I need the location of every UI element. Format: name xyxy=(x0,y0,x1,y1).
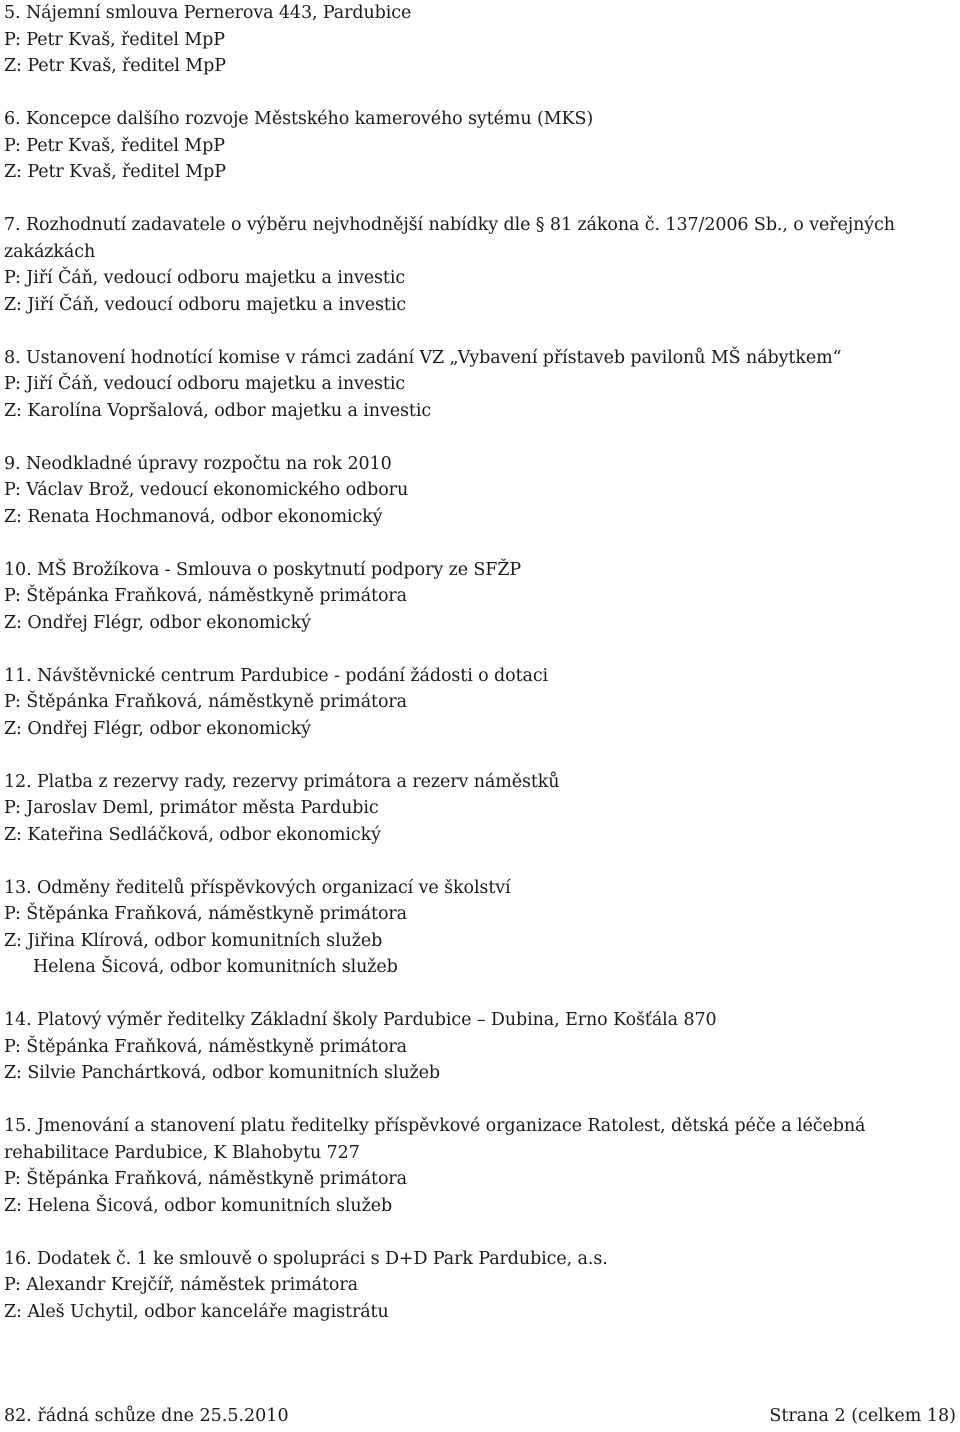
agenda-item xyxy=(4,1113,954,1219)
agenda-item-title: 5. Nájemní smlouva Pernerova 443, Pardubice xyxy=(4,3,412,23)
responsible-person: P: Jiří Čáň, vedoucí odboru majetku a investic xyxy=(4,374,406,394)
agenda-item-title: 8. Ustanovení hodnotící komise v rámci zadání VZ „Vybavení přístaveb pavilonů MŠ nábytkem“ xyxy=(4,347,842,368)
agenda-item-title: 11. Návštěvnické centrum Pardubice - podání žádosti o dotaci xyxy=(4,665,549,686)
processor-person: Z: Ondřej Flégr, odbor ekonomický xyxy=(4,612,311,633)
agenda-item-title-continued: rehabilitace Pardubice, K Blahobytu 727 xyxy=(4,1142,360,1163)
agenda-item xyxy=(4,212,954,318)
processor-person: Z: Karolína Vopršalová, odbor majetku a investic xyxy=(4,400,432,421)
agenda-item-title: 7. Rozhodnutí zadavatele o výběru nejvhodnější nabídky dle § 81 zákona č. 137/2006 Sb., o veřejných xyxy=(4,215,895,235)
page-number: Strana 2 (celkem 18) xyxy=(769,1406,956,1426)
agenda-item xyxy=(4,1246,954,1326)
processor-person: Z: Renata Hochmanová, odbor ekonomický xyxy=(4,506,383,527)
responsible-person: P: Petr Kvaš, ředitel MpP xyxy=(4,29,225,50)
processor-person: Z: Jiřina Klírová, odbor komunitních služeb xyxy=(4,930,383,951)
meeting-label: 82. řádná schůze dne 25.5.2010 xyxy=(4,1406,289,1426)
responsible-person: P: Alexandr Krejčíř, náměstek primátora xyxy=(4,1275,358,1295)
agenda-item-title: 15. Jmenování a stanovení platu ředitelky příspěvkové organizace Ratolest, dětská péče a léčebná xyxy=(4,1116,866,1136)
processor-person: Z: Helena Šicová, odbor komunitních služeb xyxy=(4,1195,393,1216)
agenda-list xyxy=(4,0,954,1352)
agenda-item-title: 13. Odměny ředitelů příspěvkových organizací ve školství xyxy=(4,877,511,898)
responsible-person: P: Petr Kvaš, ředitel MpP xyxy=(4,135,225,156)
agenda-item xyxy=(4,1007,954,1087)
responsible-person: P: Štěpánka Fraňková, náměstkyně primátora xyxy=(4,692,408,712)
agenda-item-title: 12. Platba z rezervy rady, rezervy primátora a rezerv náměstků xyxy=(4,771,560,792)
responsible-person: P: Štěpánka Fraňková, náměstkyně primátora xyxy=(4,1169,408,1189)
agenda-item xyxy=(4,875,954,981)
processor-person: Z: Silvie Panchártková, odbor komunitních služeb xyxy=(4,1063,441,1083)
responsible-person: P: Václav Brož, vedoucí ekonomického odboru xyxy=(4,480,409,500)
processor-person: Z: Ondřej Flégr, odbor ekonomický xyxy=(4,718,311,739)
agenda-item-title: 10. MŠ Brožíkova - Smlouva o poskytnutí podpory ze SFŽP xyxy=(4,559,522,580)
agenda-item-title: 14. Platový výměr ředitelky Základní školy Pardubice – Dubina, Erno Košťála 870 xyxy=(4,1010,717,1030)
processor-person: Z: Kateřina Sedláčková, odbor ekonomický xyxy=(4,824,381,845)
processor-person: Z: Aleš Uchytil, odbor kanceláře magistrátu xyxy=(4,1301,389,1322)
agenda-item xyxy=(4,557,954,637)
responsible-person: P: Jaroslav Deml, primátor města Pardubic xyxy=(4,798,379,818)
responsible-person: P: Štěpánka Fraňková, náměstkyně primátora xyxy=(4,1036,408,1057)
responsible-person: P: Štěpánka Fraňková, náměstkyně primátora xyxy=(4,904,408,924)
agenda-item-title: 9. Neodkladné úpravy rozpočtu na rok 2010 xyxy=(4,453,392,474)
agenda-item xyxy=(4,106,954,186)
processor-person: Z: Petr Kvaš, ředitel MpP xyxy=(4,56,226,76)
agenda-item xyxy=(4,663,954,743)
processor-person-additional: Helena Šicová, odbor komunitních služeb xyxy=(33,957,398,977)
responsible-person: P: Jiří Čáň, vedoucí odboru majetku a investic xyxy=(4,268,406,288)
agenda-item-title: 6. Koncepce dalšího rozvoje Městského kamerového sytému (MKS) xyxy=(4,109,594,129)
agenda-item-title-continued: zakázkách xyxy=(4,241,96,262)
responsible-person: P: Štěpánka Fraňková, náměstkyně primátora xyxy=(4,586,408,606)
agenda-item xyxy=(4,0,954,80)
agenda-item-title: 16. Dodatek č. 1 ke smlouvě o spolupráci s D+D Park Pardubice, a.s. xyxy=(4,1248,608,1269)
agenda-item xyxy=(4,345,954,425)
processor-person: Z: Jiří Čáň, vedoucí odboru majetku a investic xyxy=(4,294,407,315)
processor-person: Z: Petr Kvaš, ředitel MpP xyxy=(4,162,226,182)
agenda-item xyxy=(4,451,954,531)
agenda-item xyxy=(4,769,954,849)
